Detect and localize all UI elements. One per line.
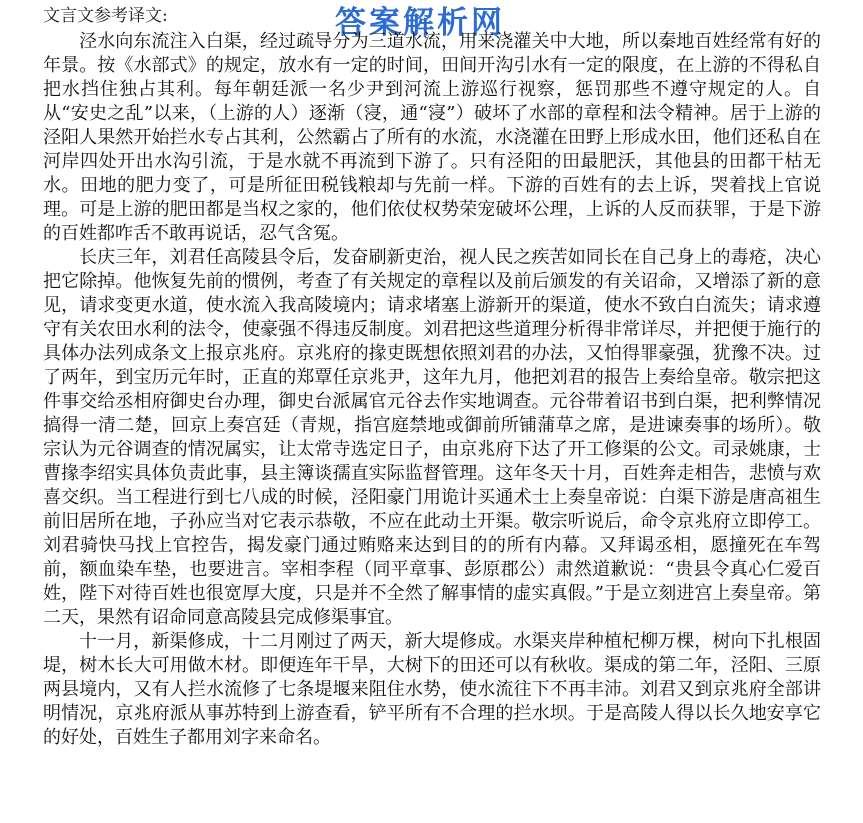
paragraph-1: 泾水向东流注入白渠，经过疏导分为三道水流，用来浇灌关中大地，所以秦地百姓经常有好的年景。按《水部式》的规定，放水有一定的时间，田间开沟引水有一定的限度，在上游的不得私自把水挡住独占其利。每年朝廷派一名少尹到河流上游巡行视察，惩罚那些不遵守规定的人。自从“安史之乱”以来，（上游的人）逐渐（寖，通“寖”）破坏了水部的章程和法令精神。居于上游的泾阳人果然开始拦水专占其利，公然霸占了所有的水流，水浇灌在田野上形成水田，他们还私自在河岸四处开出水沟引流，于是水就不再流到下游了。只有泾阳的田最肥沃，其他县的田都干枯无水。田地的肥力变了，可是所征田税钱粮却与先前一样。下游的百姓有的去上诉，哭着找上官说理。可是上游的肥田都是当权之家的，他们依仗权势荣宠破坏公理，上诉的人反而获罪，于是下游的百姓都咋舌不敢再说话，忍气含冤。 (43, 31, 821, 244)
translation-body (43, 30, 821, 750)
paragraph-2: 长庆三年，刘君任高陵县令后，发奋刷新吏治，视人民之疾苦如同长在自己身上的毒疮，决心把它除掉。他恢复先前的惯例，考查了有关规定的章程以及前后颁发的有关诏命，又增添了新的意见，请求变更水道，使水流入我高陵境内；请求堵塞上游新开的渠道，使水不致白白流失；请求遵守有关农田水利的法令，使豪强不得违反制度。刘君把这些道理分析得非常详尽，并把便于施行的具体办法列成条文上报京兆府。京兆府的掾吏既想依照刘君的办法，又怕得罪豪强，犹豫不决。过了两年，到宝历元年时，正直的郑覃任京兆尹，这年九月，他把刘君的报告上奏给皇帝。敬宗把这件事交给丞相府御史台办理，御史台派属官元谷去作实地调查。元谷带着诏书到白渠，把利弊情况搞得一清二楚，回京上奏宫廷（青规，指宫庭禁地或御前所铺蒲草之席，是进谏奏事的场所）。敬宗认为元谷调查的情况属实，让太常寺选定日子，由京兆府下达了开工修渠的公文。司录姚康，士曹掾李绍实具体负责此事，县主簿谈孺直实际监督管理。这年冬天十月，百姓奔走相告，悲愤与欢喜交织。当工程进行到七八成的时候，泾阳豪门用诡计买通术士上奏皇帝说：白渠下游是唐高祖生前旧居所在地，子孙应当对它表示恭敬，不应在此动土开渠。敬宗听说后，命令京兆府立即停工。刘君骑快马找上官控告，揭发豪门通过贿赂来达到目的的所有内幕。又拜谒丞相，愿撞死在车驾前，额血染车垫，也要进言。宰相李程（同平章事、彭原郡公）肃然道歉说：“贵县令真心仁爱百姓，陛下对待百姓也很宽厚大度，只是并不全然了解事情的虚实真假。”于是立刻进宫上奏皇帝。第二天，果然有诏命同意高陵县完成修渠事宜。 (43, 247, 821, 628)
watermark-logo: 答案解析网 (335, 5, 505, 41)
document-title: 文言文参考译文: (43, 6, 168, 26)
paragraph-3: 十一月，新渠修成，十二月刚过了两天，新大堤修成。水渠夹岸种植杞柳万棵，树向下扎根固堤，树木长大可用做木材。即便连年干旱，大树下的田还可以有秋收。渠成的第二年，泾阳、三原两县境内，又有人拦水流修了七条堤堰来阻住水势，使水流往下不再丰沛。刘君又到京兆府全部讲明情况，京兆府派从事苏特到上游查看，铲平所有不合理的拦水坝。于是高陵人得以长久地安享它的好处，百姓生子都用刘字来命名。 (43, 631, 821, 748)
